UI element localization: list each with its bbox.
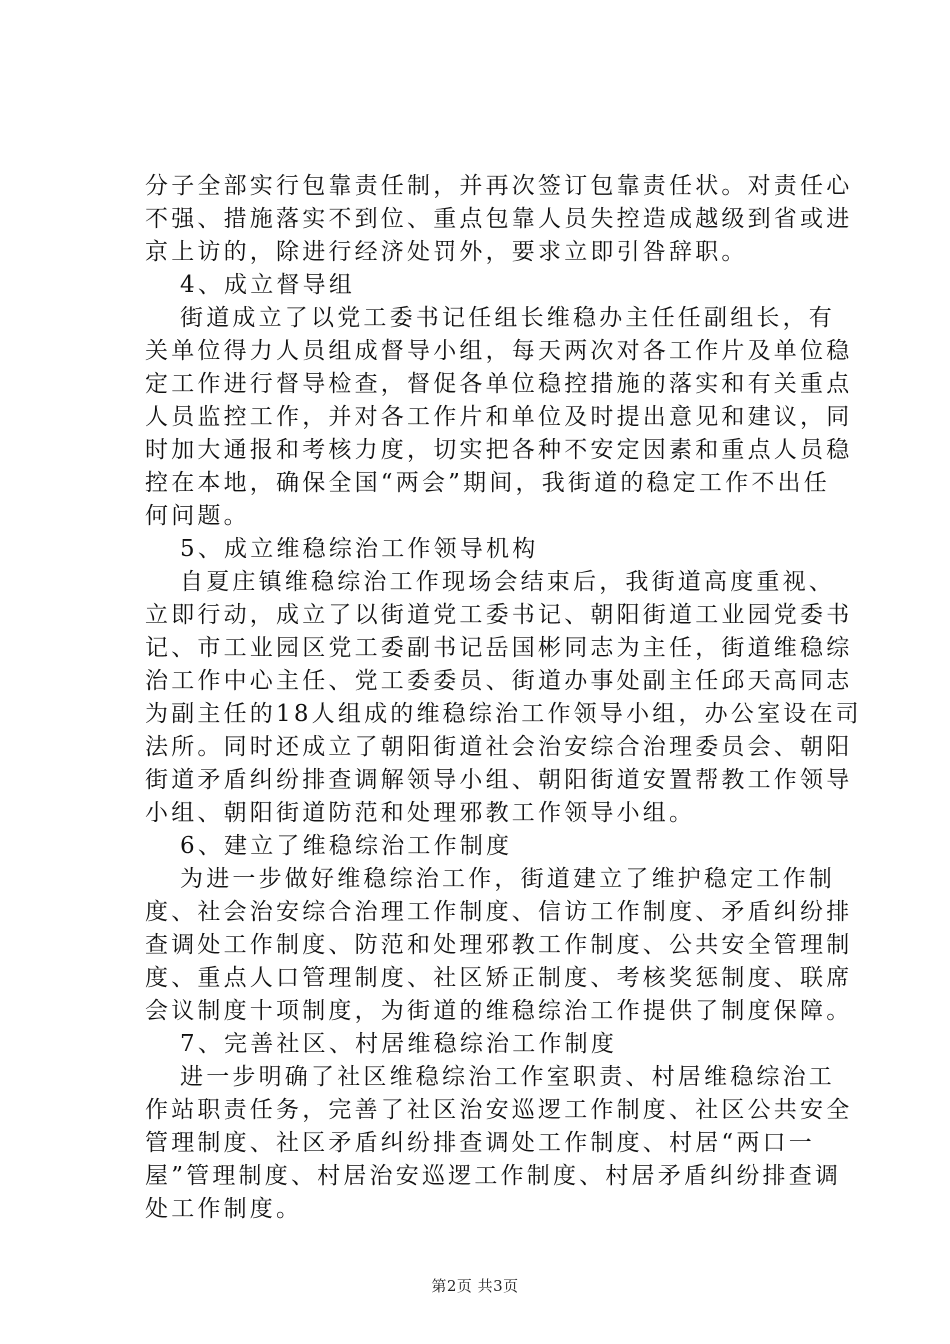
text-line: 何问题。 bbox=[145, 503, 250, 529]
text-line: 度、重点人口管理制度、社区矫正制度、考核奖惩制度、联席 bbox=[145, 965, 853, 991]
text-line: 治工作中心主任、党工委委员、街道办事处副主任邱天高同志 bbox=[145, 668, 853, 694]
text-line: 屋”管理制度、村居治安巡逻工作制度、村居矛盾纠纷排查调 bbox=[145, 1163, 842, 1189]
text-line: 街道矛盾纠纷排查调解领导小组、朝阳街道安置帮教工作领导 bbox=[145, 767, 853, 793]
text-line: 7、完善社区、村居维稳综治工作制度 bbox=[180, 1031, 618, 1057]
document-body bbox=[145, 170, 862, 1226]
text-line: 立即行动，成立了以街道党工委书记、朝阳街道工业园党委书 bbox=[145, 602, 853, 628]
text-line: 分子全部实行包靠责任制，并再次签订包靠责任状。对责任心 bbox=[145, 173, 853, 199]
text-line: 定工作进行督导检查，督促各单位稳控措施的落实和有关重点 bbox=[145, 371, 853, 397]
text-line: 6、建立了维稳综治工作制度 bbox=[180, 833, 513, 859]
text-line: 时加大通报和考核力度，切实把各种不安定因素和重点人员稳 bbox=[145, 437, 853, 463]
text-line: 控在本地，确保全国“两会”期间，我街道的稳定工作不出任 bbox=[145, 470, 830, 496]
text-line: 为进一步做好维稳综治工作，街道建立了维护稳定工作制 bbox=[180, 866, 835, 892]
text-line: 会议制度十项制度，为街道的维稳综治工作提供了制度保障。 bbox=[145, 998, 853, 1024]
text-line: 查调处工作制度、防范和处理邪教工作制度、公共安全管理制 bbox=[145, 932, 853, 958]
text-line: 为副主任的18人组成的维稳综治工作领导小组，办公室设在司 bbox=[145, 701, 862, 727]
text-line: 处工作制度。 bbox=[145, 1196, 303, 1222]
text-line: 街道成立了以党工委书记任组长维稳办主任任副组长，有 bbox=[180, 305, 835, 331]
text-line: 人员监控工作，并对各工作片和单位及时提出意见和建议，同 bbox=[145, 404, 853, 430]
text-line: 度、社会治安综合治理工作制度、信访工作制度、矛盾纠纷排 bbox=[145, 899, 853, 925]
text-line: 自夏庄镇维稳综治工作现场会结束后，我街道高度重视、 bbox=[180, 569, 835, 595]
text-line: 进一步明确了社区维稳综治工作室职责、村居维稳综治工 bbox=[180, 1064, 835, 1090]
text-line: 记、市工业园区党工委副书记岳国彬同志为主任，街道维稳综 bbox=[145, 635, 853, 661]
text-line: 不强、措施落实不到位、重点包靠人员失控造成越级到省或进 bbox=[145, 206, 853, 232]
text-line: 5、成立维稳综治工作领导机构 bbox=[180, 536, 539, 562]
page-footer: 第2页 共3页 bbox=[431, 1277, 519, 1295]
text-line: 作站职责任务，完善了社区治安巡逻工作制度、社区公共安全 bbox=[145, 1097, 853, 1123]
text-line: 京上访的，除进行经济处罚外，要求立即引咎辞职。 bbox=[145, 239, 748, 265]
text-line: 小组、朝阳街道防范和处理邪教工作领导小组。 bbox=[145, 800, 696, 826]
text-line: 法所。同时还成立了朝阳街道社会治安综合治理委员会、朝阳 bbox=[145, 734, 853, 760]
text-line: 管理制度、社区矛盾纠纷排查调处工作制度、村居“两口一 bbox=[145, 1130, 815, 1156]
text-line: 4、成立督导组 bbox=[180, 272, 356, 298]
text-line: 关单位得力人员组成督导小组，每天两次对各工作片及单位稳 bbox=[145, 338, 853, 364]
